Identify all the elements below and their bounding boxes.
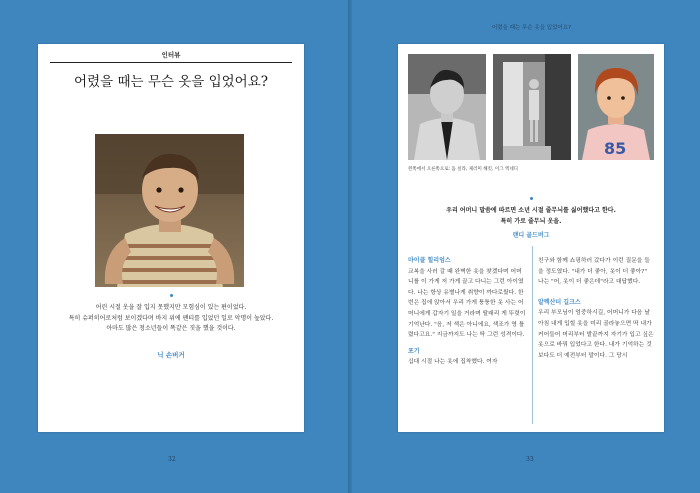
page-number-right: 33 [526, 456, 534, 463]
quote-line: 우리 어머니 말씀에 따르면 소년 시절 줄무늬를 싫어했다고 한다. [446, 207, 616, 214]
left-page [38, 44, 304, 432]
quote-author: 랜디 골드버그 [512, 232, 550, 239]
quote-line: 특히 가로 줄무늬 옷을. [500, 218, 562, 225]
decorative-dot [170, 294, 173, 297]
interview-answer: 친구와 함께 쇼핑하러 갔다가 이런 질문을 들을 정도였다. "내가 더 좋아, 옷이 더 좋아?" 나는 "어, 옷이 더 좋은데"라고 대답했다. [538, 258, 650, 286]
photo-child-doorway [493, 54, 571, 160]
speaker-name: 마이클 힐리엄스 [408, 257, 451, 264]
column-divider [532, 246, 533, 424]
speaker-name: 알렉산더 길크스 [538, 298, 581, 306]
photo-boy-striped-shirt [95, 134, 244, 287]
quote-block [48, 303, 294, 335]
section-tag: 인터뷰 [161, 51, 181, 59]
right-page [398, 44, 664, 432]
interview-answer: 우리 부모님이 엄중하시길, 어머니가 다음 날 아침 내게 입힐 옷을 미리 골라놓으면 딱 내가 커어들어 머리부터 발끝까지 자기가 입고 싶은 옷으로 바꿔 입었다고 한다. 내가 기억하는 것보다도 더 예전부터 말이다. 그 당시 [538, 310, 654, 359]
speaker-name: 포기 [408, 347, 420, 355]
photo-caption: 왼쪽에서 오른쪽으로: 돔 실라, 제러미 해킷, 이그 엑네디 [408, 167, 519, 172]
running-head: 어렸을 때는 무슨 옷을 입었어요? [492, 25, 571, 31]
book-gutter [348, 0, 352, 493]
text-column-right [538, 256, 654, 367]
interview-answer: 십대 시절 나는 옷에 집착했다. 여자 [408, 359, 498, 366]
quote-line: 아마도 많은 청소년들이 똑같은 짓을 했을 것이다. [106, 325, 236, 332]
page-title: 어렸을 때는 무슨 옷을 입었어요? [74, 74, 268, 90]
quote-block [408, 205, 654, 227]
text-column-left [408, 256, 526, 374]
photo-boy-red-hair [578, 54, 654, 160]
quote-line: 특히 슈퍼히어로처럼 보이겠다며 바지 위에 팬티를 입었던 일로 악명이 높았다. [68, 314, 274, 322]
quote-author: 닉 손버거 [157, 351, 185, 359]
section-rule [50, 62, 292, 63]
interview-answer: 교복을 사러 갈 때 완벽한 옷을 찾겠다며 어머니를 이 가게 저 가게 끌고 다니는 그런 아이였다. 나는 항상 유별나게 취향이 까다로웠다. 한번은 집에 앉아서 우리 가게 퉁퉁한 옷 사는 어머니에게 갑자기 일을 거라며 딸래리 게 뚜렷이 기억난다. "음, 저 색은 아니에요, 색조가 영 틀렸다고요." 지금까지도 나는 딱 그런 성격이다. [408, 268, 526, 339]
page-number-left: 32 [168, 456, 176, 463]
quote-line: 어린 시절 옷을 잘 입지 못했지만 모험심이 있는 편이었다. [95, 304, 247, 311]
decorative-dot [530, 197, 533, 200]
photo-boy-in-suit [408, 54, 486, 160]
svg-text:85: 85 [604, 139, 627, 158]
